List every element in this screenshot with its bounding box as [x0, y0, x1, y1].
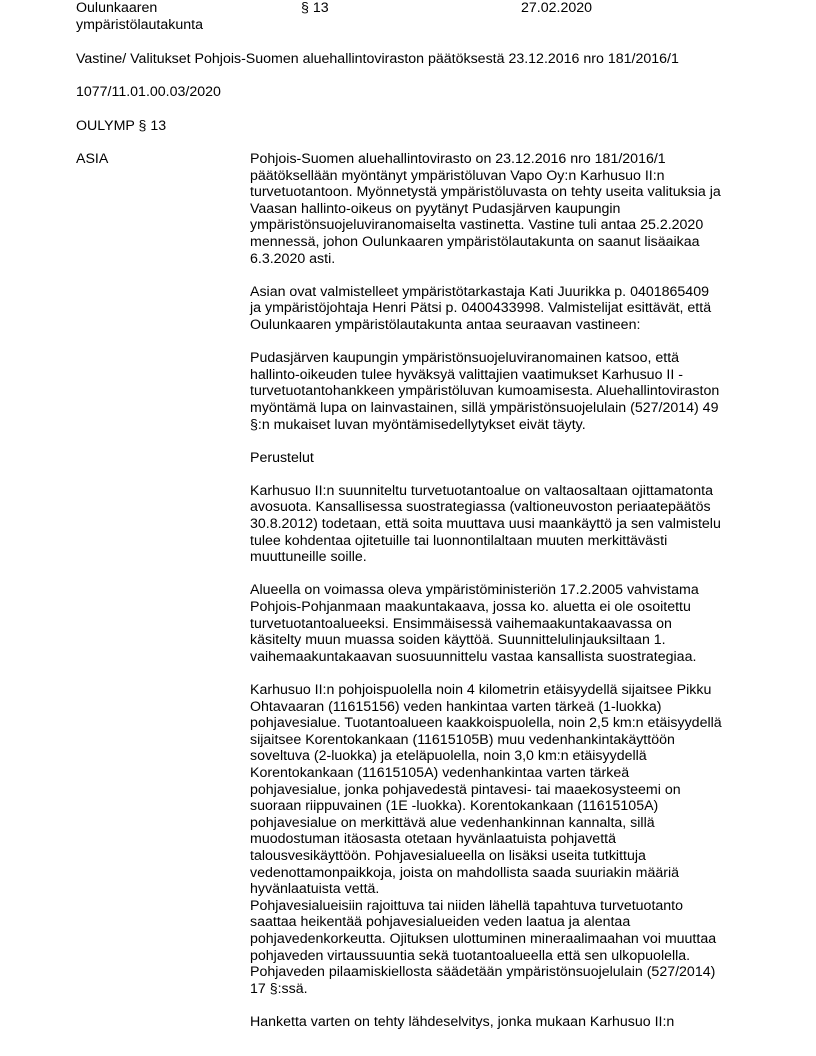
header-date: 27.02.2020 [521, 0, 593, 16]
body-paragraph [250, 898, 750, 998]
paragraph-line: mennessä, johon Oulunkaaren ympäristölautakunta on saanut lisäaikaa [250, 233, 700, 250]
paragraph-line: Alueella on voimassa oleva ympäristöministeriön 17.2.2005 vahvistama [250, 582, 699, 599]
paragraph-line: vedenottamonpaikkoja, joista on mahdollista saada suuriakin määriä [250, 864, 680, 881]
paragraph-line: turvetuotantohankkeen ympäristöluvan kumoamisesta. Aluehallintoviraston [250, 383, 720, 400]
paragraph-line: Karhusuo II:n pohjoispuolella noin 4 kilometrin etäisyydellä sijaitsee Pikku [250, 682, 712, 698]
body-paragraph [250, 582, 750, 665]
paragraph-line: pohjavesialue, jonka pohjavedestä pintavesi- tai maaekosysteemi on [250, 781, 681, 798]
paragraph-line: päätöksellään myöntänyt ympäristöluvan Vapo Oy:n Karhusuo II:n [250, 167, 665, 184]
paragraph-line: ympäristönsuojeluviranomaiselta vastinetta. Vastine tuli antaa 25.2.2020 [250, 217, 704, 234]
paragraph-line: Pohjaveden pilaamiskiellosta säädetään ympäristönsuojelulain (527/2014) [250, 964, 716, 981]
body-text-column [250, 151, 750, 1047]
header-org-line1: Oulunkaaren [76, 0, 158, 16]
paragraph-line: soveltuva (2-luokka) ja eteläpuolella, noin 3,0 km:n etäisyydellä [250, 748, 647, 765]
paragraph-line: saattaa heikentää pohjavesialueiden veden laatua ja alentaa [250, 914, 631, 931]
body-paragraph [250, 483, 750, 566]
body-paragraph [250, 151, 750, 267]
header-org-line2: ympäristölautakunta [76, 16, 203, 33]
paragraph-line: vaihemaakuntakaavan suosuunnittelu vastaa kansallista suostrategiaa. [250, 648, 697, 665]
paragraph-line: turvetuotantoalueeksi. Ensimmäisessä vaihemaakuntakaavassa on [250, 615, 672, 632]
paragraph-line: Vaasan hallinto-oikeus on pyytänyt Pudasjärven kaupungin [250, 200, 621, 217]
reference-label: OULYMP § 13 [76, 118, 167, 134]
paragraph-line: Pudasjärven kaupungin ympäristönsuojeluviranomainen katsoo, että [250, 350, 680, 367]
body-paragraph [250, 450, 750, 467]
paragraph-line: tulee kohdentaa ojitetuille tai luonnontilaltaan muuten merkittävästi [250, 532, 668, 549]
paragraph-line: käsitelty muun muassa soiden käyttöä. Suunnittelulinjauksiltaan 1. [250, 632, 666, 649]
paragraph-line: 30.8.2012) todetaan, että soita muuttava uusi maankäyttö ja sen valmistelu [250, 516, 721, 533]
paragraph-line: Perustelut [250, 449, 314, 466]
paragraph-line: ja ympäristöjohtaja Henri Pätsi p. 0400433998. Valmistelijat esittävät, että [250, 300, 712, 317]
body-paragraph [250, 1014, 750, 1031]
header-section-number: § 13 [301, 0, 329, 16]
header-organization [76, 0, 256, 33]
body-paragraph [250, 682, 750, 898]
paragraph-line: Pohjavesialueisiin rajoittuva tai niiden lähellä tapahtuva turvetuotanto [250, 897, 684, 914]
paragraph-line: talousvesikäyttöön. Pohjavesialueella on lisäksi useita tutkittuja [250, 847, 646, 864]
paragraph-line: suoraan riippuvainen (1E -luokka). Korentokankaan (11615105A) [250, 798, 659, 815]
paragraph-line: muuttuneille soille. [250, 549, 367, 566]
paragraph-line: Pohjois-Pohjanmaan maakuntakaava, jossa ko. aluetta ei ole osoitettu [250, 599, 691, 616]
record-number: 1077/11.01.00.03/2020 [76, 84, 221, 100]
paragraph-line: 17 §:ssä. [250, 980, 308, 997]
paragraph-line: pohjavedenkorkeutta. Ojituksen ulottuminen mineraalimaahan voi muuttaa [250, 930, 717, 947]
paragraph-line: hyvänlaatuista vettä. [250, 881, 380, 898]
paragraph-line: Pohjois-Suomen aluehallintovirasto on 23.12.2016 nro 181/2016/1 [250, 151, 666, 167]
body-paragraph [250, 350, 750, 433]
paragraph-line: Korentokankaan (11615105A) vedenhankintaa varten tärkeä [250, 764, 630, 781]
paragraph-line: Hanketta varten on tehty lähdeselvitys, jonka mukaan Karhusuo II:n [250, 1013, 675, 1030]
asia-label: ASIA [76, 151, 109, 167]
body-paragraph [250, 284, 750, 334]
paragraph-line: pohjaveden virtaussuuntia sekä tuotantoalueella että sen ulkopuolella. [250, 947, 691, 964]
paragraph-line: Oulunkaaren ympäristölautakunta antaa seuraavan vastineen: [250, 316, 641, 333]
paragraph-line: §:n mukaiset luvan myöntämisedellytykset eivät täyty. [250, 416, 586, 433]
paragraph-line: avosuota. Kansallisessa suostrategiassa (valtioneuvoston periaatepäätös [250, 499, 711, 516]
paragraph-line: 6.3.2020 asti. [250, 250, 336, 267]
paragraph-line: pohjavesialue on merkittävä alue vedenhankinnan kannalta, sillä [250, 814, 655, 831]
paragraph-line: sijaitsee Korentokankaan (11615105B) muu vedenhankintakäyttöön [250, 731, 675, 748]
document-title: Vastine/ Valitukset Pohjois-Suomen aluehallintoviraston päätöksestä 23.12.2016 nro 181/2016/1 [76, 51, 679, 67]
paragraph-line: Karhusuo II:n suunniteltu turvetuotantoalue on valtaosaltaan ojittamatonta [250, 482, 713, 499]
paragraph-line: turvetuotantoon. Myönnetystä ympäristöluvasta on tehty useita valituksia ja [250, 184, 721, 201]
paragraph-line: muodostuman itäosasta otetaan hyvänlaatuista pohjavettä [250, 831, 616, 848]
paragraph-line: myöntämä lupa on lainvastainen, sillä ympäristönsuojelulain (527/2014) 49 [250, 399, 719, 416]
paragraph-line: Ohtavaaran (11615156) veden hankintaa varten tärkeä (1-luokka) [250, 698, 662, 715]
paragraph-line: Asian ovat valmistelleet ympäristötarkastaja Kati Juurikka p. 0401865409 [250, 283, 709, 300]
paragraph-line: pohjavesialue. Tuotantoalueen kaakkoispuolella, noin 2,5 km:n etäisyydellä [250, 715, 722, 732]
paragraph-line: hallinto-oikeuden tulee hyväksyä valittajien vaatimukset Karhusuo II - [250, 366, 683, 383]
